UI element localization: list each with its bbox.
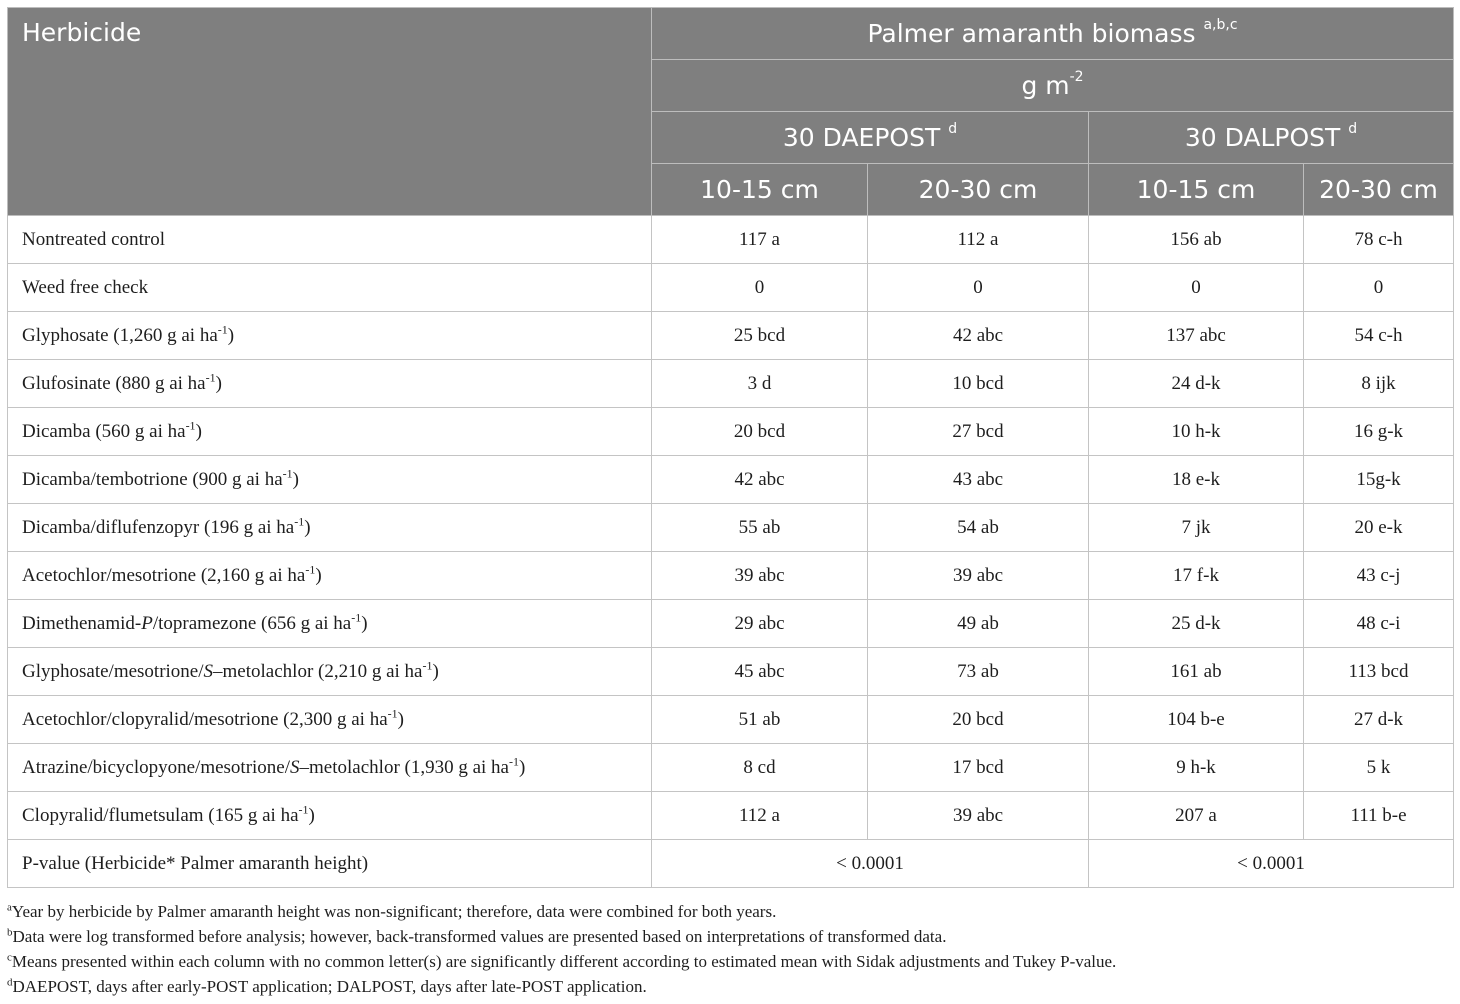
table-row xyxy=(8,216,1454,264)
cell-dalpost-10-15: 156 ab xyxy=(1089,216,1304,264)
cell-dalpost-10-15: 137 abc xyxy=(1089,312,1304,360)
row-name-text-rest: –metolachlor (2,210 g ai ha xyxy=(213,660,423,682)
cell-dalpost-10-15: 0 xyxy=(1089,264,1304,312)
cell-dalpost-20-30: 20 e-k xyxy=(1304,504,1454,552)
header-daepost xyxy=(652,112,1089,164)
table-row xyxy=(8,600,1454,648)
cell-daepost-10-15: 45 abc xyxy=(652,648,868,696)
row-herbicide-name xyxy=(8,792,652,840)
cell-daepost-10-15: 0 xyxy=(652,264,868,312)
row-name-suffix: ) xyxy=(292,468,299,490)
cell-daepost-10-15: 112 a xyxy=(652,792,868,840)
row-name-text: Dicamba/diflufenzopyr (196 g ai ha xyxy=(22,516,295,538)
cell-daepost-10-15: 117 a xyxy=(652,216,868,264)
cell-dalpost-10-15: 7 jk xyxy=(1089,504,1304,552)
biomass-table xyxy=(7,7,1454,888)
header-unit-exponent: -2 xyxy=(1069,68,1084,85)
header-dalpost xyxy=(1089,112,1454,164)
footnote-mark: c xyxy=(7,951,12,964)
row-name-text: Weed free check xyxy=(22,276,149,298)
cell-daepost-10-15: 25 bcd xyxy=(652,312,868,360)
footnote-b xyxy=(7,924,1453,949)
cell-daepost-10-15: 39 abc xyxy=(652,552,868,600)
table-row xyxy=(8,360,1454,408)
table-row xyxy=(8,312,1454,360)
footnote-text: DAEPOST, days after early-POST application; DALPOST, days after late-POST application. xyxy=(12,977,647,996)
row-name-text: Nontreated control xyxy=(22,228,165,250)
header-herbicide-label: Herbicide xyxy=(22,18,142,47)
row-name-italic: S xyxy=(290,756,300,778)
footnote-a xyxy=(7,899,1453,924)
header-daepost-label: 30 DAEPOST xyxy=(782,123,941,152)
row-herbicide-name xyxy=(8,216,652,264)
row-name-exponent: -1 xyxy=(294,514,305,529)
header-daepost-20-30: 20-30 cm xyxy=(868,164,1089,216)
row-name-italic: P xyxy=(141,612,153,634)
table-row xyxy=(8,552,1454,600)
cell-dalpost-20-30: 0 xyxy=(1304,264,1454,312)
cell-dalpost-20-30: 111 b-e xyxy=(1304,792,1454,840)
row-name-text: Dicamba (560 g ai ha xyxy=(22,420,186,442)
row-name-exponent: -1 xyxy=(217,322,228,337)
header-biomass xyxy=(652,8,1454,60)
cell-dalpost-10-15: 17 f-k xyxy=(1089,552,1304,600)
cell-dalpost-10-15: 104 b-e xyxy=(1089,696,1304,744)
header-biomass-footnote-mark: a,b,c xyxy=(1203,16,1238,33)
table-row xyxy=(8,744,1454,792)
header-biomass-label: Palmer amaranth biomass xyxy=(867,19,1196,48)
cell-dalpost-10-15: 161 ab xyxy=(1089,648,1304,696)
row-name-suffix: ) xyxy=(195,420,202,442)
row-name-suffix: ) xyxy=(315,564,322,586)
cell-dalpost-20-30: 15g-k xyxy=(1304,456,1454,504)
row-name-text-rest: –metolachlor (1,930 g ai ha xyxy=(299,756,509,778)
table-row xyxy=(8,456,1454,504)
row-name-suffix: ) xyxy=(432,660,439,682)
row-name-suffix: ) xyxy=(397,708,404,730)
header-dalpost-20-30: 20-30 cm xyxy=(1304,164,1454,216)
row-name-text-rest: /topramezone (656 g ai ha xyxy=(152,612,352,634)
table-row xyxy=(8,696,1454,744)
header-herbicide xyxy=(8,8,652,216)
cell-daepost-10-15: 20 bcd xyxy=(652,408,868,456)
cell-dalpost-20-30: 27 d-k xyxy=(1304,696,1454,744)
cell-daepost-20-30: 39 abc xyxy=(868,792,1089,840)
data-table-container xyxy=(7,7,1453,888)
row-name-text: Glufosinate (880 g ai ha xyxy=(22,372,206,394)
cell-dalpost-10-15: 10 h-k xyxy=(1089,408,1304,456)
cell-dalpost-20-30: 54 c-h xyxy=(1304,312,1454,360)
pvalue-label: P-value (Herbicide* Palmer amaranth height) xyxy=(8,840,652,888)
cell-dalpost-20-30: 16 g-k xyxy=(1304,408,1454,456)
cell-daepost-10-15: 51 ab xyxy=(652,696,868,744)
cell-daepost-20-30: 73 ab xyxy=(868,648,1089,696)
cell-dalpost-10-15: 9 h-k xyxy=(1089,744,1304,792)
row-name-text: Dimethenamid- xyxy=(22,612,142,634)
header-dalpost-footnote-mark: d xyxy=(1348,120,1358,137)
row-name-exponent: -1 xyxy=(298,802,309,817)
cell-daepost-20-30: 49 ab xyxy=(868,600,1089,648)
footnote-text: Means presented within each column with no common letter(s) are significantly different according to estimated mean with Sidak adjustments and Tukey P-value. xyxy=(11,952,1117,971)
pvalue-dalpost: < 0.0001 xyxy=(1089,840,1454,888)
row-herbicide-name xyxy=(8,696,652,744)
row-name-exponent: -1 xyxy=(422,658,433,673)
cell-daepost-20-30: 17 bcd xyxy=(868,744,1089,792)
pvalue-daepost: < 0.0001 xyxy=(652,840,1089,888)
row-name-suffix: ) xyxy=(227,324,235,346)
header-dalpost-label: 30 DALPOST xyxy=(1184,123,1341,152)
cell-dalpost-10-15: 18 e-k xyxy=(1089,456,1304,504)
row-name-text: Clopyralid/flumetsulam (165 g ai ha xyxy=(22,804,299,826)
row-name-italic: S xyxy=(203,660,214,682)
row-herbicide-name xyxy=(8,504,652,552)
table-row xyxy=(8,648,1454,696)
row-name-suffix: ) xyxy=(361,612,368,634)
footnote-text: Data were log transformed before analysis; however, back-transformed values are presented based on interpretations of transformed data. xyxy=(12,927,947,946)
row-name-exponent: -1 xyxy=(387,706,398,721)
cell-daepost-10-15: 3 d xyxy=(652,360,868,408)
row-herbicide-name xyxy=(8,648,652,696)
header-daepost-10-15: 10-15 cm xyxy=(652,164,868,216)
cell-daepost-20-30: 0 xyxy=(868,264,1089,312)
table-row xyxy=(8,504,1454,552)
cell-dalpost-20-30: 78 c-h xyxy=(1304,216,1454,264)
cell-dalpost-20-30: 43 c-j xyxy=(1304,552,1454,600)
footnote-mark: a xyxy=(7,901,12,914)
row-name-text: Glyphosate (1,260 g ai ha xyxy=(22,324,218,346)
cell-dalpost-10-15: 25 d-k xyxy=(1089,600,1304,648)
cell-daepost-10-15: 29 abc xyxy=(652,600,868,648)
row-name-exponent: -1 xyxy=(205,370,216,385)
header-unit xyxy=(652,60,1454,112)
row-name-text: Atrazine/bicyclopyone/mesotrione/ xyxy=(22,756,291,778)
row-name-text: Dicamba/tembotrione (900 g ai ha xyxy=(22,468,283,490)
row-name-exponent: -1 xyxy=(305,562,316,577)
row-name-text: Acetochlor/clopyralid/mesotrione (2,300 g ai ha xyxy=(22,708,388,730)
row-herbicide-name xyxy=(8,456,652,504)
row-herbicide-name xyxy=(8,744,652,792)
footnote-text: Year by herbicide by Palmer amaranth height was non-significant; therefore, data were combined for both years. xyxy=(11,902,777,921)
table-row xyxy=(8,408,1454,456)
row-herbicide-name xyxy=(8,600,652,648)
row-name-exponent: -1 xyxy=(185,418,196,433)
row-name-text: Glyphosate/mesotrione/ xyxy=(22,660,204,682)
row-name-suffix: ) xyxy=(308,804,315,826)
row-name-exponent: -1 xyxy=(351,610,362,625)
cell-daepost-10-15: 8 cd xyxy=(652,744,868,792)
footnote-mark: d xyxy=(7,976,13,989)
cell-dalpost-20-30: 8 ijk xyxy=(1304,360,1454,408)
footnote-mark: b xyxy=(7,926,13,939)
cell-daepost-20-30: 10 bcd xyxy=(868,360,1089,408)
cell-daepost-20-30: 54 ab xyxy=(868,504,1089,552)
row-name-exponent: -1 xyxy=(509,754,519,769)
footnote-d xyxy=(7,974,1453,999)
cell-daepost-20-30: 43 abc xyxy=(868,456,1089,504)
row-name-suffix: ) xyxy=(519,756,526,778)
table-row xyxy=(8,264,1454,312)
cell-daepost-20-30: 42 abc xyxy=(868,312,1089,360)
row-herbicide-name xyxy=(8,408,652,456)
footnotes xyxy=(7,899,1453,999)
cell-dalpost-20-30: 48 c-i xyxy=(1304,600,1454,648)
row-name-exponent: -1 xyxy=(282,466,293,481)
cell-dalpost-20-30: 5 k xyxy=(1304,744,1454,792)
row-name-suffix: ) xyxy=(304,516,311,538)
cell-daepost-10-15: 55 ab xyxy=(652,504,868,552)
row-herbicide-name xyxy=(8,552,652,600)
table-header xyxy=(8,8,1454,216)
header-daepost-footnote-mark: d xyxy=(948,120,958,137)
header-dalpost-10-15: 10-15 cm xyxy=(1089,164,1304,216)
pvalue-row xyxy=(8,840,1454,888)
row-herbicide-name xyxy=(8,360,652,408)
cell-daepost-20-30: 20 bcd xyxy=(868,696,1089,744)
cell-daepost-20-30: 39 abc xyxy=(868,552,1089,600)
cell-daepost-20-30: 27 bcd xyxy=(868,408,1089,456)
row-name-text: Acetochlor/mesotrione (2,160 g ai ha xyxy=(22,564,306,586)
row-name-suffix: ) xyxy=(215,372,222,394)
table-row xyxy=(8,792,1454,840)
cell-daepost-20-30: 112 a xyxy=(868,216,1089,264)
cell-dalpost-20-30: 113 bcd xyxy=(1304,648,1454,696)
cell-dalpost-10-15: 207 a xyxy=(1089,792,1304,840)
row-herbicide-name xyxy=(8,312,652,360)
footnote-c xyxy=(7,949,1453,974)
table-body xyxy=(8,216,1454,888)
cell-daepost-10-15: 42 abc xyxy=(652,456,868,504)
row-herbicide-name xyxy=(8,264,652,312)
cell-dalpost-10-15: 24 d-k xyxy=(1089,360,1304,408)
header-unit-base: g m xyxy=(1021,71,1070,100)
